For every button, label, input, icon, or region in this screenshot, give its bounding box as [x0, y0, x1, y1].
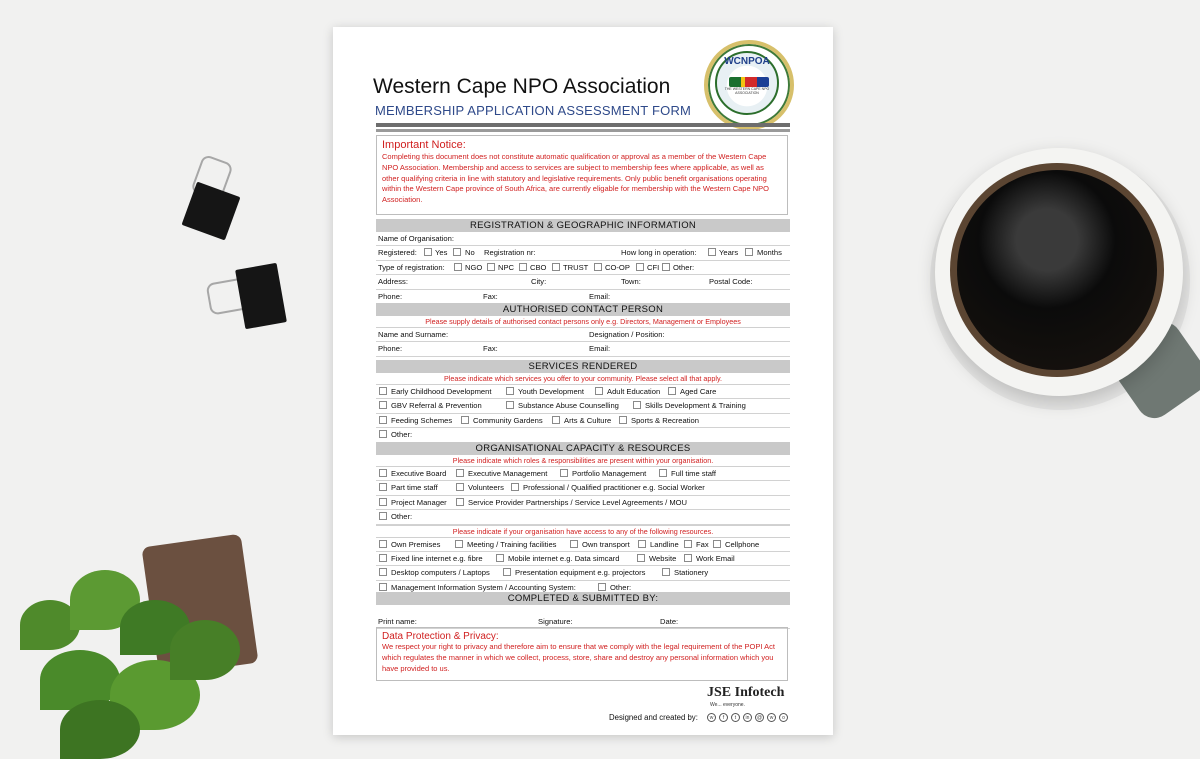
services-section: [376, 360, 790, 443]
twitter-icon: t: [731, 713, 740, 722]
roles-other-checkbox[interactable]: [379, 512, 387, 520]
trust-label: TRUST: [563, 262, 589, 272]
services-heading: SERVICES RENDERED: [376, 360, 790, 373]
roles-row-3: [376, 496, 790, 510]
services-note: Please indicate which services you offer to your community. Please select all that apply.: [376, 373, 790, 385]
cfi-label: CFI: [647, 262, 660, 272]
roles-other-label: Other:: [391, 512, 413, 522]
other-type-label: Other:: [673, 262, 695, 272]
gbv-label: GBV Referral & Prevention: [391, 401, 482, 411]
other-type-checkbox[interactable]: [662, 263, 670, 271]
fax-res-label: Fax: [696, 539, 709, 549]
wcnpoa-logo: [704, 40, 794, 130]
project-mgr-checkbox[interactable]: [379, 498, 387, 506]
partnerships-label: Service Provider Partnerships / Service Level Agreements / MOU: [468, 497, 688, 507]
services-row-1: [376, 385, 790, 399]
jse-infotech-logo: JSE Infotech: [707, 685, 785, 700]
trust-checkbox[interactable]: [552, 263, 560, 271]
gardens-label: Community Gardens: [473, 415, 543, 425]
premises-label: Own Premises: [391, 539, 441, 549]
registered-label: Registered:: [378, 248, 417, 258]
data-protection-body: We respect your right to privacy and therefore aim to ensure that we comply with the legal requirement of the POPI Act which regulates the manner in which we collect, process, store, share and destroy any personal information which you have provided to us.: [382, 642, 775, 673]
fax-checkbox[interactable]: [684, 540, 692, 548]
landline-checkbox[interactable]: [638, 540, 646, 548]
contact-name-row[interactable]: [376, 328, 790, 342]
address-label: Address:: [378, 277, 408, 287]
city-label: City:: [531, 277, 547, 287]
registered-yes-checkbox[interactable]: [424, 248, 432, 256]
full-time-label: Full time staff: [671, 469, 717, 478]
computers-checkbox[interactable]: [379, 568, 387, 576]
presentation-checkbox[interactable]: [503, 568, 511, 576]
submitted-heading: COMPLETED & SUBMITTED BY:: [376, 592, 790, 605]
mis-label: Management Information System / Accounting System:: [391, 582, 576, 592]
professional-checkbox[interactable]: [511, 483, 519, 491]
capacity-section: [376, 442, 790, 595]
professional-label: Professional / Qualified practitioner e.g. Social Worker: [523, 483, 705, 493]
exec-mgmt-checkbox[interactable]: [456, 469, 464, 477]
designed-by-label: Designed and created by:: [609, 713, 698, 722]
sports-label: Sports & Recreation: [631, 415, 699, 425]
exec-board-checkbox[interactable]: [379, 469, 387, 477]
gardens-checkbox[interactable]: [461, 416, 469, 424]
registration-heading: REGISTRATION & GEOGRAPHIC INFORMATION: [376, 219, 790, 232]
how-long-label: How long in operation:: [621, 248, 697, 258]
reg-phone-row[interactable]: [376, 290, 790, 304]
resources-other-checkbox[interactable]: [598, 583, 606, 591]
resources-row-2: [376, 552, 790, 566]
project-mgr-label: Project Manager: [391, 497, 447, 507]
work-email-label: Work Email: [696, 553, 735, 563]
website-label: Website: [649, 553, 677, 563]
part-time-label: Part time staff: [391, 483, 438, 493]
roles-note: Please indicate which roles & responsibilities are present within your organisation.: [376, 455, 790, 467]
roles-row-1: [376, 467, 790, 481]
months-field[interactable]: [745, 248, 753, 256]
cellphone-label: Cellphone: [725, 539, 760, 549]
roles-other-row: [376, 510, 790, 524]
registration-section: [376, 219, 790, 304]
type-label: Type of registration:: [378, 262, 445, 272]
services-other-row: [376, 428, 790, 442]
youth-label: Youth Development: [518, 387, 584, 396]
resources-other-label: Other:: [610, 582, 632, 592]
presentation-label: Presentation equipment e.g. projectors: [515, 568, 646, 578]
work-email-checkbox[interactable]: [684, 554, 692, 562]
roles-row-2: [376, 481, 790, 495]
mobile-internet-label: Mobile internet e.g. Data simcard: [508, 553, 620, 563]
brand-tagline: We... everyone.: [710, 702, 745, 708]
feeding-label: Feeding Schemes: [391, 415, 453, 425]
services-other-checkbox[interactable]: [379, 430, 387, 438]
years-label: Years: [719, 248, 739, 258]
fibre-label: Fixed line internet e.g. fibre: [391, 553, 483, 563]
services-row-3: [376, 414, 790, 428]
notice-body: Completing this document does not constitute automatic qualification or approval as a member of the Western Cape NPO Association. Membership and access to services are subject to membership fees where applicable, as well as other qualifying criteria in line with statutory and legislative requirements. Only public benefit organisations operating within the Western Cape province of South Africa, are currently eligable for membership with the Western Cape NPO Association.: [382, 152, 769, 205]
premises-checkbox[interactable]: [379, 540, 387, 548]
instagram-icon: o: [779, 713, 788, 722]
ngo-label: NGO: [465, 262, 483, 272]
address-row[interactable]: [376, 275, 790, 289]
substance-checkbox[interactable]: [506, 401, 514, 409]
partnerships-checkbox[interactable]: [456, 498, 464, 506]
months-label: Months: [757, 248, 782, 258]
portfolio-label: Portfolio Management: [572, 469, 647, 478]
skills-checkbox[interactable]: [633, 401, 641, 409]
linkedin-icon: in: [743, 713, 752, 722]
ecd-checkbox[interactable]: [379, 387, 387, 395]
print-name-label: Print name:: [378, 617, 417, 626]
services-row-2: [376, 399, 790, 413]
fibre-checkbox[interactable]: [379, 554, 387, 562]
organisation-title: Western Cape NPO Association: [373, 75, 671, 98]
cbo-checkbox[interactable]: [519, 263, 527, 271]
coop-label: CO-OP: [605, 262, 630, 272]
application-form-paper: [333, 27, 833, 735]
contact-phone-label: Phone:: [378, 344, 403, 354]
registration-nr-label: Registration nr:: [484, 248, 536, 258]
contact-fax-label: Fax:: [483, 344, 498, 354]
ecd-label: Early Childhood Development: [391, 387, 492, 396]
mis-checkbox[interactable]: [379, 583, 387, 591]
data-protection-notice: [376, 627, 788, 681]
sports-checkbox[interactable]: [619, 416, 627, 424]
stationery-label: Stationery: [674, 568, 709, 578]
portfolio-checkbox[interactable]: [560, 469, 568, 477]
ngo-checkbox[interactable]: [454, 263, 462, 271]
meeting-label: Meeting / Training facilities: [467, 539, 557, 549]
contact-section: [376, 303, 790, 357]
exec-board-label: Executive Board: [391, 469, 447, 478]
email-label: Email:: [589, 291, 611, 301]
no-label: No: [465, 248, 475, 258]
phone-label: Phone:: [378, 291, 403, 301]
name-surname-label: Name and Surname:: [378, 330, 449, 339]
cellphone-checkbox[interactable]: [713, 540, 721, 548]
gbv-checkbox[interactable]: [379, 401, 387, 409]
org-name-row[interactable]: [376, 232, 790, 246]
registered-no-checkbox[interactable]: [453, 248, 461, 256]
transport-checkbox[interactable]: [570, 540, 578, 548]
exec-mgmt-label: Executive Management: [468, 469, 548, 478]
whatsapp-icon: w: [767, 713, 776, 722]
facebook-icon: f: [719, 713, 728, 722]
years-field[interactable]: [708, 248, 716, 256]
services-other-label: Other:: [391, 430, 413, 440]
feeding-checkbox[interactable]: [379, 416, 387, 424]
arts-label: Arts & Culture: [564, 415, 612, 425]
notice-heading: Important Notice:: [382, 139, 466, 151]
stationery-checkbox[interactable]: [662, 568, 670, 576]
org-name-label: Name of Organisation:: [378, 234, 454, 243]
part-time-checkbox[interactable]: [379, 483, 387, 491]
website-icon: w: [707, 713, 716, 722]
volunteers-checkbox[interactable]: [456, 483, 464, 491]
substance-label: Substance Abuse Counselling: [518, 401, 619, 411]
logo-wordmark: WCNPOA: [724, 56, 770, 67]
skills-label: Skills Development & Training: [645, 401, 746, 411]
aged-care-label: Aged Care: [680, 387, 717, 396]
data-protection-heading: Data Protection & Privacy:: [382, 631, 499, 642]
youth-checkbox[interactable]: [506, 387, 514, 395]
coffee: [957, 170, 1157, 370]
form-title: MEMBERSHIP APPLICATION ASSESSMENT FORM: [375, 103, 692, 118]
adult-ed-checkbox[interactable]: [595, 387, 603, 395]
resources-row-3: [376, 566, 790, 580]
meeting-checkbox[interactable]: [455, 540, 463, 548]
designation-label: Designation / Position:: [589, 330, 665, 339]
header-divider: [376, 123, 790, 132]
yes-label: Yes: [435, 248, 448, 258]
postal-code-label: Postal Code:: [709, 277, 753, 287]
important-notice: [376, 135, 788, 215]
transport-label: Own transport: [582, 539, 630, 549]
signature-label: Signature:: [538, 617, 573, 626]
arts-checkbox[interactable]: [552, 416, 560, 424]
npc-label: NPC: [498, 262, 515, 272]
type-row: [376, 261, 790, 275]
mobile-internet-checkbox[interactable]: [496, 554, 504, 562]
logo-subtext: THE WESTERN CAPE NPO ASSOCIATION: [724, 87, 770, 95]
cbo-label: CBO: [530, 262, 547, 272]
npc-checkbox[interactable]: [487, 263, 495, 271]
adult-ed-label: Adult Education: [607, 387, 661, 396]
contact-email-label: Email:: [589, 344, 611, 354]
capacity-heading: ORGANISATIONAL CAPACITY & RESOURCES: [376, 442, 790, 455]
computers-label: Desktop computers / Laptops: [391, 568, 490, 578]
submitted-section: [376, 592, 790, 629]
date-label: Date:: [660, 617, 679, 626]
coop-checkbox[interactable]: [594, 263, 602, 271]
flag-icon: [729, 77, 769, 87]
resources-note: Please indicate if your organisation have access to any of the following resources.: [376, 525, 790, 538]
volunteers-label: Volunteers: [468, 483, 504, 493]
town-label: Town:: [621, 277, 641, 287]
contact-heading: AUTHORISED CONTACT PERSON: [376, 303, 790, 316]
email-icon: @: [756, 715, 763, 721]
landline-label: Landline: [650, 539, 679, 549]
contact-phone-row[interactable]: [376, 342, 790, 356]
fax-label: Fax:: [483, 291, 498, 301]
cfi-checkbox[interactable]: [636, 263, 644, 271]
registered-row: [376, 246, 790, 260]
aged-care-checkbox[interactable]: [668, 387, 676, 395]
website-checkbox[interactable]: [637, 554, 645, 562]
resources-row-1: [376, 538, 790, 552]
contact-note: Please supply details of authorised contact persons only e.g. Directors, Management or Employees: [376, 316, 790, 328]
full-time-checkbox[interactable]: [659, 469, 667, 477]
